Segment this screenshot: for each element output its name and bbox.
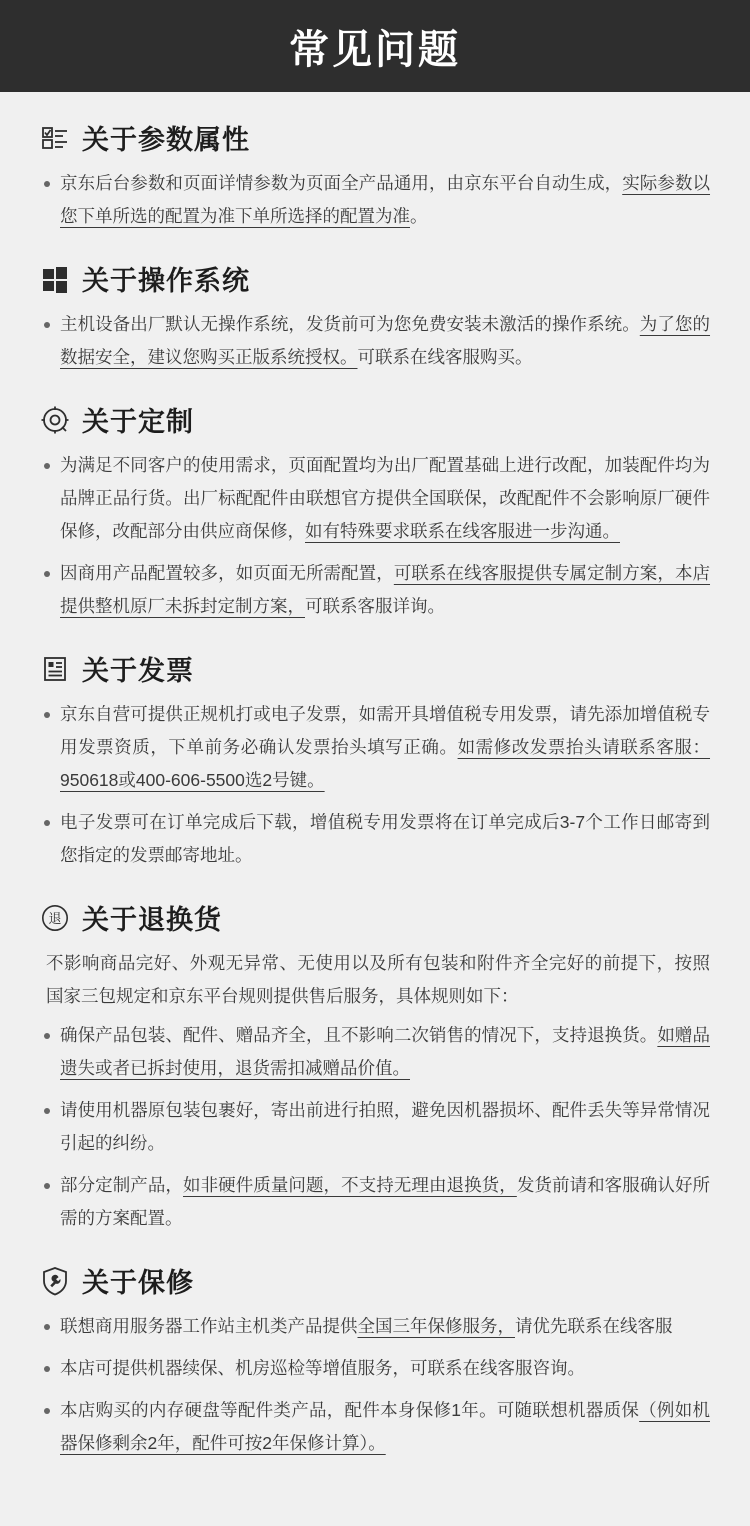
section-list xyxy=(40,1310,710,1460)
shield-wrench-icon xyxy=(40,1266,70,1296)
section-title: 关于发票 xyxy=(82,656,194,686)
list-item xyxy=(40,1310,710,1343)
text-run: 可联系在线客服提供专属定制方案，本店提供整机原厂未拆封定制方案， xyxy=(60,563,711,616)
list-item xyxy=(40,1169,710,1235)
section-list xyxy=(40,698,710,872)
faq-content xyxy=(0,92,750,1460)
text-run: 如赠品遗失或者已拆封使用，退货需扣减赠品价值。 xyxy=(60,1025,710,1078)
text-run: 联想商用服务器工作站主机类产品提供 xyxy=(60,1316,358,1336)
faq-section xyxy=(40,259,710,374)
section-list xyxy=(40,308,710,374)
faq-section xyxy=(40,400,710,623)
page-title: 常见问题 xyxy=(289,27,461,72)
faq-section xyxy=(40,118,710,233)
list-item xyxy=(40,1019,710,1085)
faq-section xyxy=(40,1261,710,1460)
list-item xyxy=(40,698,710,797)
section-header xyxy=(40,1261,710,1300)
section-intro: 不影响商品完好、外观无异常、无使用以及所有包装和附件齐全完好的前提下，按照国家三包规定和京东平台规则提供售后服务，具体规则如下： xyxy=(46,953,710,1006)
windows-icon xyxy=(40,264,70,294)
section-title: 关于参数属性 xyxy=(82,125,250,155)
text-run: 本店可提供机器续保、机房巡检等增值服务，可联系在线客服咨询。 xyxy=(60,1358,585,1378)
return-goods-icon xyxy=(40,903,70,933)
text-run: 发货前请和客服确认好所需的方案配置。 xyxy=(60,1175,711,1228)
text-run: 为了您的数据安全，建议您购买正版系统授权。 xyxy=(60,314,711,367)
list-checkbox-icon xyxy=(40,123,70,153)
section-title: 关于保修 xyxy=(82,1268,194,1298)
list-item xyxy=(40,449,710,548)
list-item xyxy=(40,308,710,374)
text-run: 因商用产品配置较多，如页面无所需配置， xyxy=(60,563,394,583)
section-title: 关于退换货 xyxy=(82,905,222,935)
section-list xyxy=(40,167,710,233)
section-list xyxy=(40,1019,710,1235)
section-header xyxy=(40,649,710,688)
text-run: 请使用机器原包装包裹好，寄出前进行拍照，避免因机器损坏、配件丢失等异常情况引起的纠纷。 xyxy=(60,1100,710,1153)
section-header xyxy=(40,259,710,298)
section-header xyxy=(40,400,710,439)
list-item xyxy=(40,557,710,623)
text-run: 电子发票可在订单完成后下载，增值税专用发票将在订单完成后3-7个工作日邮寄到您指定的发票邮寄地址。 xyxy=(60,812,710,865)
text-run: 确保产品包装、配件、赠品齐全，且不影响二次销售的情况下，支持退换货。 xyxy=(60,1025,658,1045)
gear-target-icon xyxy=(40,405,70,435)
text-run: （例如机器保修剩余2年，配件可按2年保修计算）。 xyxy=(60,1400,710,1453)
text-run: 本店购买的内存硬盘等配件类产品，配件本身保修1年。可随联想机器质保 xyxy=(60,1400,640,1420)
section-title: 关于操作系统 xyxy=(82,266,250,296)
section-header xyxy=(40,118,710,157)
text-run: 京东后台参数和页面详情参数为页面全产品通用，由京东平台自动生成， xyxy=(60,173,623,193)
list-item xyxy=(40,806,710,872)
text-run: 请优先联系在线客服 xyxy=(515,1316,673,1336)
text-run: 实际参数以您下单所选的配置为准下单所选择的配置为准 xyxy=(60,173,711,226)
section-list xyxy=(40,449,710,623)
text-run: 主机设备出厂默认无操作系统，发货前可为您免费安装未激活的操作系统。 xyxy=(60,314,640,334)
text-run: 可联系客服详询。 xyxy=(305,596,445,616)
list-item xyxy=(40,1094,710,1160)
text-run: 如需修改发票抬头请联系客服：950618或400-606-5500选2号键。 xyxy=(60,737,711,790)
text-run: 可联系在线客服购买。 xyxy=(357,347,533,367)
list-item xyxy=(40,1352,710,1385)
faq-section xyxy=(40,649,710,872)
text-run: 京东自营可提供正规机打或电子发票，如需开具增值税专用发票，请先添加增值税专用发票资质，下单前务必确认发票抬头填写正确。 xyxy=(60,704,710,757)
text-run: 为满足不同客户的使用需求，页面配置均为出厂配置基础上进行改配，加装配件均为品牌正品行货。出厂标配配件由联想官方提供全国联保，改配配件不会影响原厂硬件保修，改配部分由供应商保修， xyxy=(60,455,710,541)
text-run: 全国三年保修服务， xyxy=(357,1316,515,1336)
list-item xyxy=(40,1394,710,1460)
section-title: 关于定制 xyxy=(82,407,194,437)
text-run: 部分定制产品， xyxy=(60,1175,183,1195)
svg-text:退: 退 xyxy=(48,911,62,927)
text-run: 。 xyxy=(410,206,428,226)
faq-section xyxy=(40,898,710,1235)
text-run: 如非硬件质量问题，不支持无理由退换货， xyxy=(183,1175,517,1195)
section-header xyxy=(40,898,710,937)
invoice-icon xyxy=(40,654,70,684)
page-header xyxy=(0,0,750,92)
text-run: 如有特殊要求联系在线客服进一步沟通。 xyxy=(305,521,620,541)
list-item xyxy=(40,167,710,233)
